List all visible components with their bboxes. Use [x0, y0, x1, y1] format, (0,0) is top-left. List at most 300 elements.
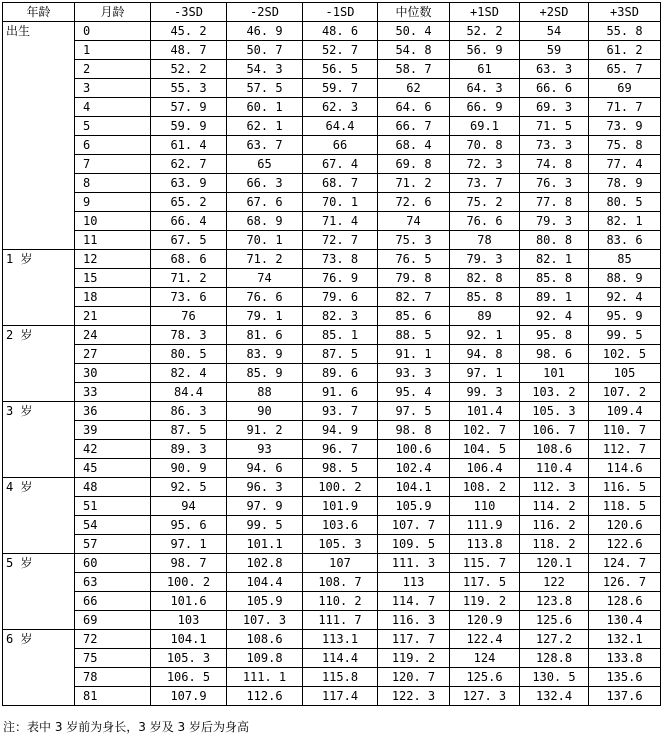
minus-3sd-cell: 100. 2: [151, 573, 227, 592]
minus-2sd-cell: 65: [227, 155, 303, 174]
median-cell: 93. 3: [378, 364, 450, 383]
plus-3sd-cell: 137.6: [589, 687, 661, 706]
table-row: [3, 250, 661, 269]
minus-3sd-cell: 89. 3: [151, 440, 227, 459]
month-cell: 75: [75, 649, 151, 668]
table-row: [3, 383, 661, 402]
month-cell: 2: [75, 60, 151, 79]
plus-1sd-cell: 69.1: [450, 117, 520, 136]
minus-1sd-cell: 70. 1: [303, 193, 378, 212]
plus-2sd-cell: 59: [520, 41, 589, 60]
minus-2sd-cell: 60. 1: [227, 98, 303, 117]
header-plus-1sd: +1SD: [450, 3, 520, 22]
table-row: [3, 212, 661, 231]
month-cell: 63: [75, 573, 151, 592]
minus-2sd-cell: 97. 9: [227, 497, 303, 516]
plus-3sd-cell: 92. 4: [589, 288, 661, 307]
minus-1sd-cell: 105. 3: [303, 535, 378, 554]
plus-1sd-cell: 106.4: [450, 459, 520, 478]
age-cell: [3, 516, 75, 535]
header-minus-3sd: -3SD: [151, 3, 227, 22]
minus-3sd-cell: 92. 5: [151, 478, 227, 497]
month-cell: 60: [75, 554, 151, 573]
age-cell: 3 岁: [3, 402, 75, 421]
minus-1sd-cell: 82. 3: [303, 307, 378, 326]
month-cell: 39: [75, 421, 151, 440]
minus-2sd-cell: 71. 2: [227, 250, 303, 269]
minus-2sd-cell: 68. 9: [227, 212, 303, 231]
minus-2sd-cell: 85. 9: [227, 364, 303, 383]
plus-2sd-cell: 63. 3: [520, 60, 589, 79]
minus-1sd-cell: 100. 2: [303, 478, 378, 497]
minus-2sd-cell: 104.4: [227, 573, 303, 592]
minus-1sd-cell: 71. 4: [303, 212, 378, 231]
minus-1sd-cell: 66: [303, 136, 378, 155]
plus-1sd-cell: 124: [450, 649, 520, 668]
plus-2sd-cell: 82. 1: [520, 250, 589, 269]
age-cell: 5 岁: [3, 554, 75, 573]
table-footnote: 注：表中 3 岁前为身长，3 岁及 3 岁后为身高: [3, 720, 249, 734]
age-cell: [3, 288, 75, 307]
minus-1sd-cell: 91. 6: [303, 383, 378, 402]
median-cell: 75. 3: [378, 231, 450, 250]
median-cell: 79. 8: [378, 269, 450, 288]
minus-1sd-cell: 59. 7: [303, 79, 378, 98]
plus-3sd-cell: 122.6: [589, 535, 661, 554]
age-cell: 4 岁: [3, 478, 75, 497]
plus-3sd-cell: 118. 5: [589, 497, 661, 516]
minus-2sd-cell: 101.1: [227, 535, 303, 554]
minus-2sd-cell: 108.6: [227, 630, 303, 649]
age-cell: [3, 307, 75, 326]
month-cell: 5: [75, 117, 151, 136]
minus-3sd-cell: 48. 7: [151, 41, 227, 60]
month-cell: 11: [75, 231, 151, 250]
plus-2sd-cell: 132.4: [520, 687, 589, 706]
age-cell: [3, 231, 75, 250]
plus-2sd-cell: 123.8: [520, 592, 589, 611]
age-cell: [3, 79, 75, 98]
header-plus-3sd: +3SD: [589, 3, 661, 22]
plus-1sd-cell: 122.4: [450, 630, 520, 649]
plus-1sd-cell: 64. 3: [450, 79, 520, 98]
plus-3sd-cell: 71. 7: [589, 98, 661, 117]
minus-1sd-cell: 113.1: [303, 630, 378, 649]
month-cell: 4: [75, 98, 151, 117]
plus-3sd-cell: 114.6: [589, 459, 661, 478]
month-cell: 7: [75, 155, 151, 174]
month-cell: 48: [75, 478, 151, 497]
plus-1sd-cell: 52. 2: [450, 22, 520, 41]
month-cell: 51: [75, 497, 151, 516]
minus-1sd-cell: 94. 9: [303, 421, 378, 440]
median-cell: 120. 7: [378, 668, 450, 687]
minus-2sd-cell: 76. 6: [227, 288, 303, 307]
minus-3sd-cell: 95. 6: [151, 516, 227, 535]
plus-3sd-cell: 120.6: [589, 516, 661, 535]
minus-2sd-cell: 54. 3: [227, 60, 303, 79]
minus-2sd-cell: 63. 7: [227, 136, 303, 155]
minus-1sd-cell: 115.8: [303, 668, 378, 687]
month-cell: 54: [75, 516, 151, 535]
month-cell: 42: [75, 440, 151, 459]
plus-2sd-cell: 80. 8: [520, 231, 589, 250]
median-cell: 107. 7: [378, 516, 450, 535]
minus-2sd-cell: 57. 5: [227, 79, 303, 98]
month-cell: 66: [75, 592, 151, 611]
header-age: 年龄: [3, 3, 75, 22]
minus-1sd-cell: 52. 7: [303, 41, 378, 60]
table-row: [3, 402, 661, 421]
median-cell: 50. 4: [378, 22, 450, 41]
plus-3sd-cell: 109.4: [589, 402, 661, 421]
minus-2sd-cell: 96. 3: [227, 478, 303, 497]
minus-3sd-cell: 87. 5: [151, 421, 227, 440]
minus-1sd-cell: 111. 7: [303, 611, 378, 630]
month-cell: 45: [75, 459, 151, 478]
minus-3sd-cell: 62. 7: [151, 155, 227, 174]
plus-2sd-cell: 73. 3: [520, 136, 589, 155]
plus-3sd-cell: 126. 7: [589, 573, 661, 592]
minus-3sd-cell: 68. 6: [151, 250, 227, 269]
table-row: [3, 98, 661, 117]
minus-1sd-cell: 93. 7: [303, 402, 378, 421]
minus-1sd-cell: 89. 6: [303, 364, 378, 383]
median-cell: 104.1: [378, 478, 450, 497]
plus-1sd-cell: 101.4: [450, 402, 520, 421]
plus-3sd-cell: 110. 7: [589, 421, 661, 440]
age-cell: [3, 136, 75, 155]
plus-3sd-cell: 130.4: [589, 611, 661, 630]
age-cell: [3, 383, 75, 402]
plus-2sd-cell: 125.6: [520, 611, 589, 630]
plus-3sd-cell: 83. 6: [589, 231, 661, 250]
plus-2sd-cell: 114. 2: [520, 497, 589, 516]
age-cell: [3, 269, 75, 288]
plus-1sd-cell: 102. 7: [450, 421, 520, 440]
age-cell: [3, 60, 75, 79]
plus-1sd-cell: 97. 1: [450, 364, 520, 383]
month-cell: 78: [75, 668, 151, 687]
table-row: [3, 592, 661, 611]
plus-1sd-cell: 117. 5: [450, 573, 520, 592]
median-cell: 97. 5: [378, 402, 450, 421]
month-cell: 1: [75, 41, 151, 60]
header-plus-2sd: +2SD: [520, 3, 589, 22]
median-cell: 114. 7: [378, 592, 450, 611]
minus-1sd-cell: 87. 5: [303, 345, 378, 364]
plus-2sd-cell: 112. 3: [520, 478, 589, 497]
age-cell: [3, 573, 75, 592]
age-cell: [3, 459, 75, 478]
header-month: 月龄: [75, 3, 151, 22]
table-row: [3, 345, 661, 364]
table-row: [3, 136, 661, 155]
median-cell: 95. 4: [378, 383, 450, 402]
table-row: [3, 497, 661, 516]
month-cell: 81: [75, 687, 151, 706]
minus-3sd-cell: 65. 2: [151, 193, 227, 212]
plus-2sd-cell: 85. 8: [520, 269, 589, 288]
plus-3sd-cell: 55. 8: [589, 22, 661, 41]
minus-3sd-cell: 78. 3: [151, 326, 227, 345]
table-row: [3, 307, 661, 326]
plus-1sd-cell: 127. 3: [450, 687, 520, 706]
median-cell: 71. 2: [378, 174, 450, 193]
plus-3sd-cell: 65. 7: [589, 60, 661, 79]
table-row: [3, 535, 661, 554]
table-row: [3, 326, 661, 345]
table-row: [3, 174, 661, 193]
minus-2sd-cell: 67. 6: [227, 193, 303, 212]
plus-3sd-cell: 128.6: [589, 592, 661, 611]
plus-1sd-cell: 61: [450, 60, 520, 79]
plus-1sd-cell: 73. 7: [450, 174, 520, 193]
age-cell: [3, 212, 75, 231]
minus-2sd-cell: 83. 9: [227, 345, 303, 364]
growth-standard-table: [2, 2, 661, 706]
plus-3sd-cell: 102. 5: [589, 345, 661, 364]
table-row: [3, 459, 661, 478]
month-cell: 18: [75, 288, 151, 307]
month-cell: 36: [75, 402, 151, 421]
minus-3sd-cell: 97. 1: [151, 535, 227, 554]
plus-3sd-cell: 107. 2: [589, 383, 661, 402]
minus-3sd-cell: 66. 4: [151, 212, 227, 231]
minus-1sd-cell: 98. 5: [303, 459, 378, 478]
table-row: [3, 155, 661, 174]
minus-1sd-cell: 64.4: [303, 117, 378, 136]
plus-3sd-cell: 85: [589, 250, 661, 269]
plus-1sd-cell: 70. 8: [450, 136, 520, 155]
age-cell: [3, 98, 75, 117]
header-median: 中位数: [378, 3, 450, 22]
table-row: [3, 611, 661, 630]
plus-1sd-cell: 82. 8: [450, 269, 520, 288]
minus-3sd-cell: 90. 9: [151, 459, 227, 478]
plus-1sd-cell: 99. 3: [450, 383, 520, 402]
table-row: [3, 364, 661, 383]
minus-3sd-cell: 86. 3: [151, 402, 227, 421]
minus-3sd-cell: 104.1: [151, 630, 227, 649]
median-cell: 105.9: [378, 497, 450, 516]
month-cell: 3: [75, 79, 151, 98]
plus-2sd-cell: 127.2: [520, 630, 589, 649]
plus-2sd-cell: 108.6: [520, 440, 589, 459]
month-cell: 27: [75, 345, 151, 364]
median-cell: 76. 5: [378, 250, 450, 269]
age-cell: [3, 611, 75, 630]
median-cell: 62: [378, 79, 450, 98]
plus-3sd-cell: 88. 9: [589, 269, 661, 288]
age-cell: [3, 535, 75, 554]
plus-1sd-cell: 72. 3: [450, 155, 520, 174]
plus-3sd-cell: 124. 7: [589, 554, 661, 573]
median-cell: 82. 7: [378, 288, 450, 307]
minus-2sd-cell: 66. 3: [227, 174, 303, 193]
plus-1sd-cell: 79. 3: [450, 250, 520, 269]
minus-3sd-cell: 84.4: [151, 383, 227, 402]
median-cell: 117. 7: [378, 630, 450, 649]
minus-2sd-cell: 79. 1: [227, 307, 303, 326]
minus-3sd-cell: 59. 9: [151, 117, 227, 136]
minus-3sd-cell: 52. 2: [151, 60, 227, 79]
minus-2sd-cell: 93: [227, 440, 303, 459]
plus-2sd-cell: 66. 6: [520, 79, 589, 98]
age-cell: [3, 345, 75, 364]
plus-1sd-cell: 119. 2: [450, 592, 520, 611]
plus-2sd-cell: 95. 8: [520, 326, 589, 345]
minus-3sd-cell: 55. 3: [151, 79, 227, 98]
plus-2sd-cell: 106. 7: [520, 421, 589, 440]
plus-1sd-cell: 89: [450, 307, 520, 326]
plus-1sd-cell: 125.6: [450, 668, 520, 687]
median-cell: 122. 3: [378, 687, 450, 706]
minus-2sd-cell: 107. 3: [227, 611, 303, 630]
table-row: [3, 41, 661, 60]
header-row: [3, 3, 661, 22]
minus-2sd-cell: 88: [227, 383, 303, 402]
minus-2sd-cell: 112.6: [227, 687, 303, 706]
median-cell: 91. 1: [378, 345, 450, 364]
minus-2sd-cell: 74: [227, 269, 303, 288]
plus-3sd-cell: 75. 8: [589, 136, 661, 155]
age-cell: [3, 193, 75, 212]
table-row: [3, 440, 661, 459]
age-cell: [3, 364, 75, 383]
minus-2sd-cell: 109.8: [227, 649, 303, 668]
table-row: [3, 573, 661, 592]
plus-3sd-cell: 69: [589, 79, 661, 98]
age-cell: [3, 592, 75, 611]
plus-3sd-cell: 116. 5: [589, 478, 661, 497]
median-cell: 68. 4: [378, 136, 450, 155]
minus-2sd-cell: 81. 6: [227, 326, 303, 345]
month-cell: 15: [75, 269, 151, 288]
table-row: [3, 231, 661, 250]
table-row: [3, 687, 661, 706]
age-cell: 出生: [3, 22, 75, 41]
minus-3sd-cell: 57. 9: [151, 98, 227, 117]
median-cell: 58. 7: [378, 60, 450, 79]
plus-2sd-cell: 98. 6: [520, 345, 589, 364]
plus-1sd-cell: 111.9: [450, 516, 520, 535]
plus-1sd-cell: 85. 8: [450, 288, 520, 307]
plus-3sd-cell: 61. 2: [589, 41, 661, 60]
minus-3sd-cell: 71. 2: [151, 269, 227, 288]
month-cell: 12: [75, 250, 151, 269]
median-cell: 54. 8: [378, 41, 450, 60]
plus-2sd-cell: 128.8: [520, 649, 589, 668]
minus-3sd-cell: 101.6: [151, 592, 227, 611]
plus-1sd-cell: 66. 9: [450, 98, 520, 117]
median-cell: 85. 6: [378, 307, 450, 326]
plus-1sd-cell: 78: [450, 231, 520, 250]
plus-2sd-cell: 76. 3: [520, 174, 589, 193]
plus-3sd-cell: 80. 5: [589, 193, 661, 212]
age-cell: [3, 117, 75, 136]
median-cell: 116. 3: [378, 611, 450, 630]
median-cell: 98. 8: [378, 421, 450, 440]
minus-1sd-cell: 117.4: [303, 687, 378, 706]
month-cell: 33: [75, 383, 151, 402]
median-cell: 100.6: [378, 440, 450, 459]
age-cell: [3, 421, 75, 440]
minus-1sd-cell: 108. 7: [303, 573, 378, 592]
median-cell: 113: [378, 573, 450, 592]
minus-2sd-cell: 105.9: [227, 592, 303, 611]
plus-1sd-cell: 76. 6: [450, 212, 520, 231]
minus-1sd-cell: 114.4: [303, 649, 378, 668]
table-row: [3, 668, 661, 687]
plus-2sd-cell: 79. 3: [520, 212, 589, 231]
table-row: [3, 193, 661, 212]
header-minus-1sd: -1SD: [303, 3, 378, 22]
median-cell: 119. 2: [378, 649, 450, 668]
plus-1sd-cell: 113.8: [450, 535, 520, 554]
minus-2sd-cell: 70. 1: [227, 231, 303, 250]
minus-2sd-cell: 99. 5: [227, 516, 303, 535]
minus-2sd-cell: 62. 1: [227, 117, 303, 136]
minus-3sd-cell: 61. 4: [151, 136, 227, 155]
plus-2sd-cell: 69. 3: [520, 98, 589, 117]
header-minus-2sd: -2SD: [227, 3, 303, 22]
plus-2sd-cell: 116. 2: [520, 516, 589, 535]
minus-3sd-cell: 106. 5: [151, 668, 227, 687]
plus-3sd-cell: 82. 1: [589, 212, 661, 231]
plus-2sd-cell: 71. 5: [520, 117, 589, 136]
minus-1sd-cell: 56. 5: [303, 60, 378, 79]
minus-1sd-cell: 72. 7: [303, 231, 378, 250]
month-cell: 57: [75, 535, 151, 554]
plus-2sd-cell: 101: [520, 364, 589, 383]
age-cell: 1 岁: [3, 250, 75, 269]
minus-3sd-cell: 45. 2: [151, 22, 227, 41]
minus-1sd-cell: 76. 9: [303, 269, 378, 288]
plus-2sd-cell: 92. 4: [520, 307, 589, 326]
minus-1sd-cell: 110. 2: [303, 592, 378, 611]
plus-1sd-cell: 115. 7: [450, 554, 520, 573]
minus-2sd-cell: 90: [227, 402, 303, 421]
plus-3sd-cell: 78. 9: [589, 174, 661, 193]
age-cell: 2 岁: [3, 326, 75, 345]
plus-2sd-cell: 77. 8: [520, 193, 589, 212]
month-cell: 0: [75, 22, 151, 41]
median-cell: 74: [378, 212, 450, 231]
minus-3sd-cell: 73. 6: [151, 288, 227, 307]
median-cell: 88. 5: [378, 326, 450, 345]
table-row: [3, 649, 661, 668]
minus-3sd-cell: 63. 9: [151, 174, 227, 193]
minus-2sd-cell: 91. 2: [227, 421, 303, 440]
plus-1sd-cell: 108. 2: [450, 478, 520, 497]
plus-3sd-cell: 77. 4: [589, 155, 661, 174]
month-cell: 30: [75, 364, 151, 383]
plus-3sd-cell: 105: [589, 364, 661, 383]
minus-1sd-cell: 48. 6: [303, 22, 378, 41]
median-cell: 102.4: [378, 459, 450, 478]
plus-1sd-cell: 92. 1: [450, 326, 520, 345]
plus-2sd-cell: 122: [520, 573, 589, 592]
plus-2sd-cell: 89. 1: [520, 288, 589, 307]
minus-1sd-cell: 73. 8: [303, 250, 378, 269]
median-cell: 109. 5: [378, 535, 450, 554]
minus-3sd-cell: 98. 7: [151, 554, 227, 573]
plus-3sd-cell: 99. 5: [589, 326, 661, 345]
minus-3sd-cell: 107.9: [151, 687, 227, 706]
minus-3sd-cell: 76: [151, 307, 227, 326]
table-row: [3, 554, 661, 573]
